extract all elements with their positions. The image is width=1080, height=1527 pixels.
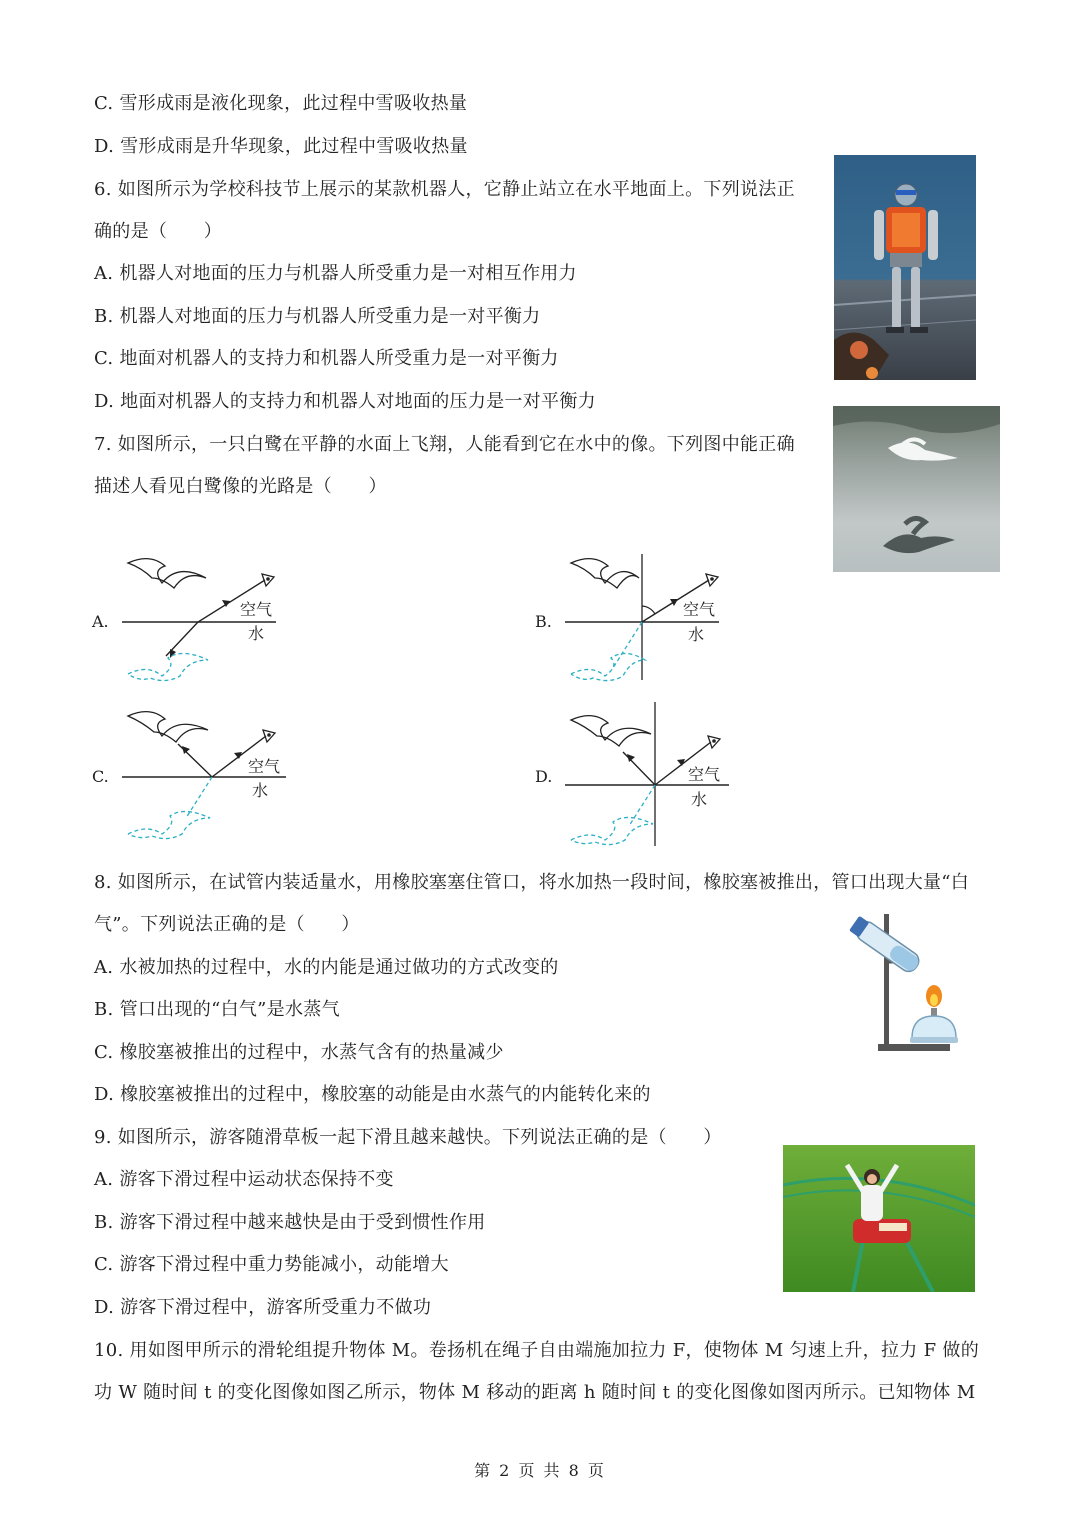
q6-option-b: B. 机器人对地面的压力与机器人所受重力是一对平衡力 [94, 306, 541, 327]
q6-stem-line2: 确的是（ ） [94, 221, 223, 242]
q7-diagram-c [90, 700, 300, 845]
robot-photo [834, 155, 976, 380]
q9-stem: 9. 如图所示，游客随滑草板一起下滑且越来越快。下列说法正确的是（ ） [94, 1127, 722, 1148]
q8-stem-line1: 8. 如图所示，在试管内装适量水，用橡胶塞塞住管口，将水加热一段时间，橡胶塞被推出，管口出现大量“白 [94, 872, 970, 893]
q8-option-d: D. 橡胶塞被推出的过程中，橡胶塞的动能是由水蒸气的内能转化来的 [94, 1084, 651, 1105]
q9-option-c: C. 游客下滑过程中重力势能减小，动能增大 [94, 1254, 449, 1275]
q9-option-a: A. 游客下滑过程中运动状态保持不变 [94, 1169, 394, 1190]
q7-stem-line2: 描述人看见白鹭像的光路是（ ） [94, 476, 387, 497]
eye-icon [706, 574, 718, 586]
eye-icon [263, 730, 275, 742]
air-label: 空气 [248, 757, 281, 776]
q6-option-c: C. 地面对机器人的支持力和机器人所受重力是一对平衡力 [94, 348, 559, 369]
q10-stem-line2: 功 W 随时间 t 的变化图像如图乙所示，物体 M 移动的距离 h 随时间 t 的变化图像如图丙所示。已知物体 M [94, 1382, 976, 1403]
air-label: 空气 [683, 600, 716, 619]
q7-diagram-a [90, 548, 290, 686]
option-letter: B. [535, 612, 552, 631]
water-label: 水 [688, 625, 705, 644]
page-footer: 第 2 页 共 8 页 [474, 1461, 606, 1480]
eye-icon [262, 574, 274, 586]
eye-icon [708, 736, 720, 748]
q9-option-d: D. 游客下滑过程中，游客所受重力不做功 [94, 1297, 432, 1318]
q7-diagram-d [533, 700, 743, 848]
q8-option-c: C. 橡胶塞被推出的过程中，水蒸气含有的热量减少 [94, 1042, 504, 1063]
q5-option-c: C. 雪形成雨是液化现象，此过程中雪吸收热量 [94, 93, 468, 114]
q9-option-b: B. 游客下滑过程中越来越快是由于受到惯性作用 [94, 1212, 486, 1233]
water-label: 水 [252, 781, 269, 800]
q6-option-d: D. 地面对机器人的支持力和机器人对地面的压力是一对平衡力 [94, 391, 596, 412]
water-label: 水 [248, 624, 265, 643]
option-letter: D. [535, 767, 553, 786]
air-label: 空气 [688, 765, 721, 784]
q8-option-b: B. 管口出现的“白气”是水蒸气 [94, 999, 340, 1020]
q10-stem-line1: 10. 用如图甲所示的滑轮组提升物体 M。卷扬机在绳子自由端施加拉力 F，使物体 M 匀速上升，拉力 F 做的 [94, 1340, 980, 1361]
option-letter: C. [92, 767, 109, 786]
water-label: 水 [691, 790, 708, 809]
q7-stem-line1: 7. 如图所示，一只白鹭在平静的水面上飞翔，人能看到它在水中的像。下列图中能正确 [94, 434, 795, 455]
option-letter: A. [92, 612, 109, 631]
air-label: 空气 [240, 600, 273, 619]
q5-option-d: D. 雪形成雨是升华现象，此过程中雪吸收热量 [94, 136, 468, 157]
q8-option-a: A. 水被加热的过程中，水的内能是通过做功的方式改变的 [94, 957, 559, 978]
q6-option-a: A. 机器人对地面的压力与机器人所受重力是一对相互作用力 [94, 263, 577, 284]
egret-photo [833, 406, 1000, 572]
q8-stem-line2: 气”。下列说法正确的是（ ） [94, 914, 360, 935]
grass-sledding-photo [783, 1145, 975, 1292]
test-tube-apparatus-figure [838, 912, 968, 1054]
q7-diagram-b [533, 548, 733, 686]
q6-stem-line1: 6. 如图所示为学校科技节上展示的某款机器人，它静止站立在水平地面上。下列说法正 [94, 179, 795, 200]
